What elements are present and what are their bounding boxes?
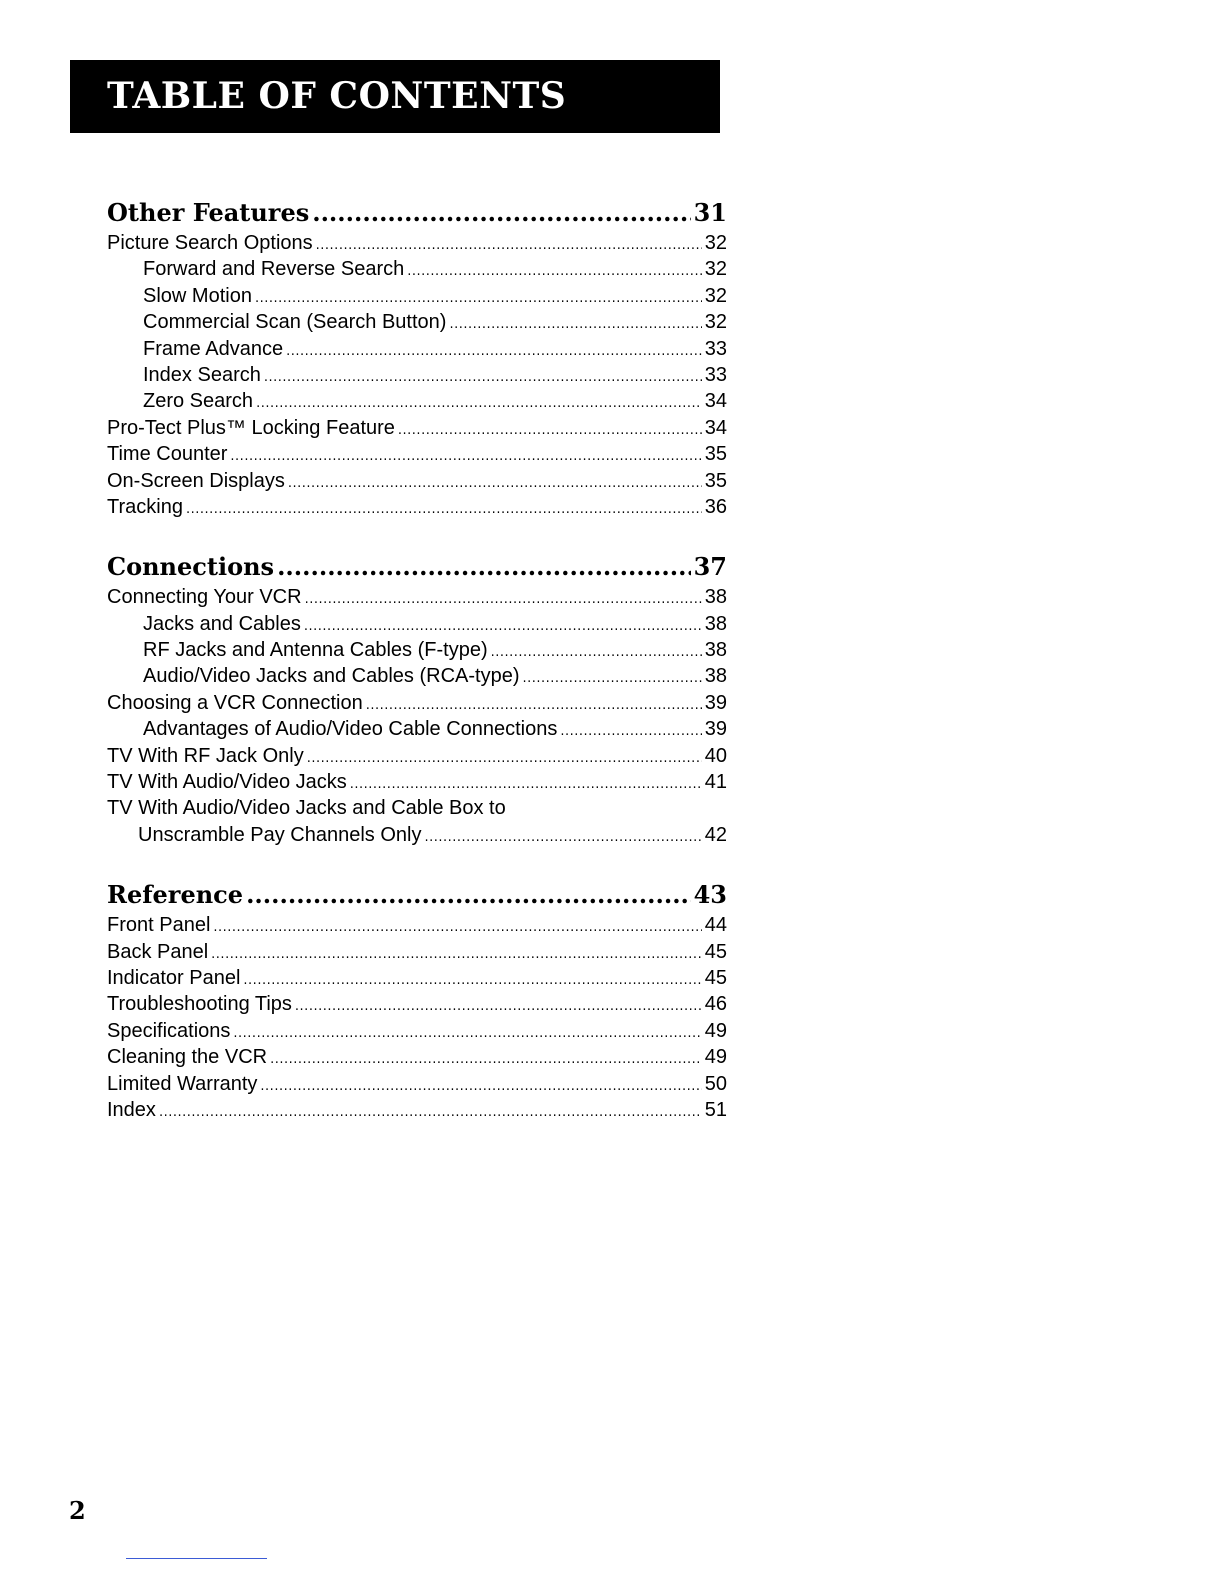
entry-label: Index xyxy=(107,1098,156,1121)
entry-label: Slow Motion xyxy=(143,284,252,307)
toc-entry[interactable] xyxy=(107,494,727,520)
entry-page-number: 38 xyxy=(704,639,727,662)
entry-page-number: 41 xyxy=(704,771,727,794)
section-page-number: 37 xyxy=(693,552,727,582)
dot-leader xyxy=(277,550,691,584)
toc-entry[interactable] xyxy=(107,441,727,467)
toc-entry[interactable] xyxy=(107,939,727,965)
entry-label: Forward and Reverse Search xyxy=(143,258,405,281)
toc-entry[interactable] xyxy=(107,912,727,938)
section-heading[interactable] xyxy=(107,878,727,912)
dot-leader xyxy=(307,746,702,772)
entry-label: Troubleshooting Tips xyxy=(107,993,292,1016)
toc-entry[interactable] xyxy=(107,1018,727,1044)
entry-label: Index Search xyxy=(143,363,261,386)
toc-section xyxy=(107,196,727,520)
entry-label: Jacks and Cables xyxy=(143,612,301,635)
toc-entry[interactable] xyxy=(107,256,727,282)
entry-page-number: 34 xyxy=(704,390,727,413)
entry-label: Pro-Tect Plus™ Locking Feature xyxy=(107,416,395,439)
dot-leader xyxy=(270,1047,702,1073)
entry-page-number: 32 xyxy=(704,284,727,307)
toc-section xyxy=(107,550,727,848)
entry-page-number: 34 xyxy=(704,416,727,439)
entry-page-number: 40 xyxy=(704,744,727,767)
entry-label: Limited Warranty xyxy=(107,1072,258,1095)
page-number: 2 xyxy=(69,1496,86,1525)
toc-entry[interactable] xyxy=(107,309,727,335)
entry-label: Cleaning the VCR xyxy=(107,1046,268,1069)
toc-entry[interactable] xyxy=(107,283,727,309)
entry-page-number: 32 xyxy=(704,232,727,254)
dot-leader xyxy=(159,1100,702,1126)
entry-label: On-Screen Displays xyxy=(107,469,285,492)
dot-leader xyxy=(230,444,701,470)
toc-entry[interactable] xyxy=(107,822,727,848)
entry-page-number: 39 xyxy=(704,718,727,741)
toc-entry[interactable] xyxy=(107,584,727,610)
entry-label: TV With RF Jack Only xyxy=(107,744,304,767)
dot-leader xyxy=(560,719,701,745)
entry-page-number: 33 xyxy=(704,363,727,386)
section-heading[interactable] xyxy=(107,550,727,584)
dot-leader xyxy=(233,1021,701,1047)
section-page-number: 31 xyxy=(693,198,727,227)
entry-label: Choosing a VCR Connection xyxy=(107,691,363,714)
dot-leader xyxy=(491,640,702,666)
dot-leader xyxy=(211,942,702,968)
toc-entry[interactable] xyxy=(107,769,727,795)
section-title: Reference xyxy=(107,880,244,910)
toc-entry[interactable] xyxy=(107,468,727,494)
entry-page-number: 36 xyxy=(704,495,727,518)
toc-entry[interactable] xyxy=(107,743,727,769)
entry-page-number: 35 xyxy=(704,469,727,492)
entry-page-number: 49 xyxy=(704,1019,727,1042)
toc-entry[interactable] xyxy=(107,991,727,1017)
entry-page-number: 35 xyxy=(704,443,727,466)
toc-entry[interactable] xyxy=(107,1044,727,1070)
entry-label: Back Panel xyxy=(107,940,209,963)
entry-label: Time Counter xyxy=(107,443,228,466)
toc-entry[interactable] xyxy=(107,230,727,256)
toc-entry[interactable] xyxy=(107,795,727,821)
toc-entry[interactable] xyxy=(107,663,727,689)
entry-label: Commercial Scan (Search Button) xyxy=(143,311,447,334)
entry-page-number: 51 xyxy=(704,1098,727,1121)
dot-leader xyxy=(424,825,701,851)
entry-page-number: 38 xyxy=(704,586,727,609)
toc-entry[interactable] xyxy=(107,336,727,362)
toc-section xyxy=(107,878,727,1123)
entry-page-number: 32 xyxy=(704,311,727,334)
entry-label: Picture Search Options xyxy=(107,232,313,254)
dot-leader xyxy=(288,471,702,497)
toc-entry[interactable] xyxy=(107,611,727,637)
entry-page-number: 33 xyxy=(704,337,727,360)
dot-leader xyxy=(398,418,702,444)
header-bar xyxy=(70,60,720,133)
toc-entry[interactable] xyxy=(107,690,727,716)
entry-label: Specifications xyxy=(107,1019,231,1042)
toc-entry[interactable] xyxy=(107,388,727,414)
dot-leader xyxy=(260,1074,701,1100)
dot-leader xyxy=(264,365,702,391)
entry-page-number: 45 xyxy=(704,940,727,963)
entry-page-number: 50 xyxy=(704,1072,727,1095)
toc-entry[interactable] xyxy=(107,637,727,663)
dot-leader xyxy=(522,666,701,692)
entry-label: Front Panel xyxy=(107,914,211,937)
dot-leader xyxy=(449,312,701,338)
entry-page-number: 38 xyxy=(704,665,727,688)
dot-leader xyxy=(286,339,702,365)
toc-entry[interactable] xyxy=(107,1097,727,1123)
dot-leader xyxy=(295,994,702,1020)
entry-page-number: 44 xyxy=(704,914,727,937)
entry-label: Zero Search xyxy=(143,390,254,413)
section-title: Other Features xyxy=(107,198,310,227)
dot-leader xyxy=(213,915,701,941)
entry-label: Unscramble Pay Channels Only xyxy=(138,823,422,846)
entry-page-number: 46 xyxy=(704,993,727,1016)
dot-leader xyxy=(246,878,691,912)
dot-leader xyxy=(186,497,702,523)
entry-page-number: 42 xyxy=(704,823,727,846)
dot-leader xyxy=(312,196,690,230)
entry-page-number: 45 xyxy=(704,966,727,989)
entry-page-number: 32 xyxy=(704,258,727,281)
page-title: TABLE OF CONTENTS xyxy=(107,75,567,117)
entry-label: RF Jacks and Antenna Cables (F-type) xyxy=(143,639,488,662)
entry-label: Connecting Your VCR xyxy=(107,586,302,609)
entry-label: Indicator Panel xyxy=(107,966,241,989)
entry-label: Advantages of Audio/Video Cable Connections xyxy=(143,718,558,741)
toc-entry[interactable] xyxy=(107,1071,727,1097)
toc-entry[interactable] xyxy=(107,716,727,742)
toc-entry[interactable] xyxy=(107,415,727,441)
dot-leader xyxy=(243,968,701,994)
bottom-rule xyxy=(126,1558,267,1559)
entry-label: Audio/Video Jacks and Cables (RCA-type) xyxy=(143,665,520,688)
entry-page-number: 38 xyxy=(704,612,727,635)
toc-entry[interactable] xyxy=(107,362,727,388)
entry-label: Frame Advance xyxy=(143,337,284,360)
entry-page-number: 49 xyxy=(704,1046,727,1069)
entry-label: TV With Audio/Video Jacks xyxy=(107,771,347,794)
entry-label: Tracking xyxy=(107,495,183,518)
dot-leader xyxy=(407,259,702,285)
dot-leader xyxy=(305,587,702,613)
section-page-number: 43 xyxy=(693,880,727,910)
section-heading[interactable] xyxy=(107,196,727,230)
entry-page-number: 39 xyxy=(704,691,727,714)
section-title: Connections xyxy=(107,552,275,582)
table-of-contents xyxy=(107,196,727,1153)
toc-entry[interactable] xyxy=(107,965,727,991)
entry-label: TV With Audio/Video Jacks and Cable Box to xyxy=(107,797,506,820)
